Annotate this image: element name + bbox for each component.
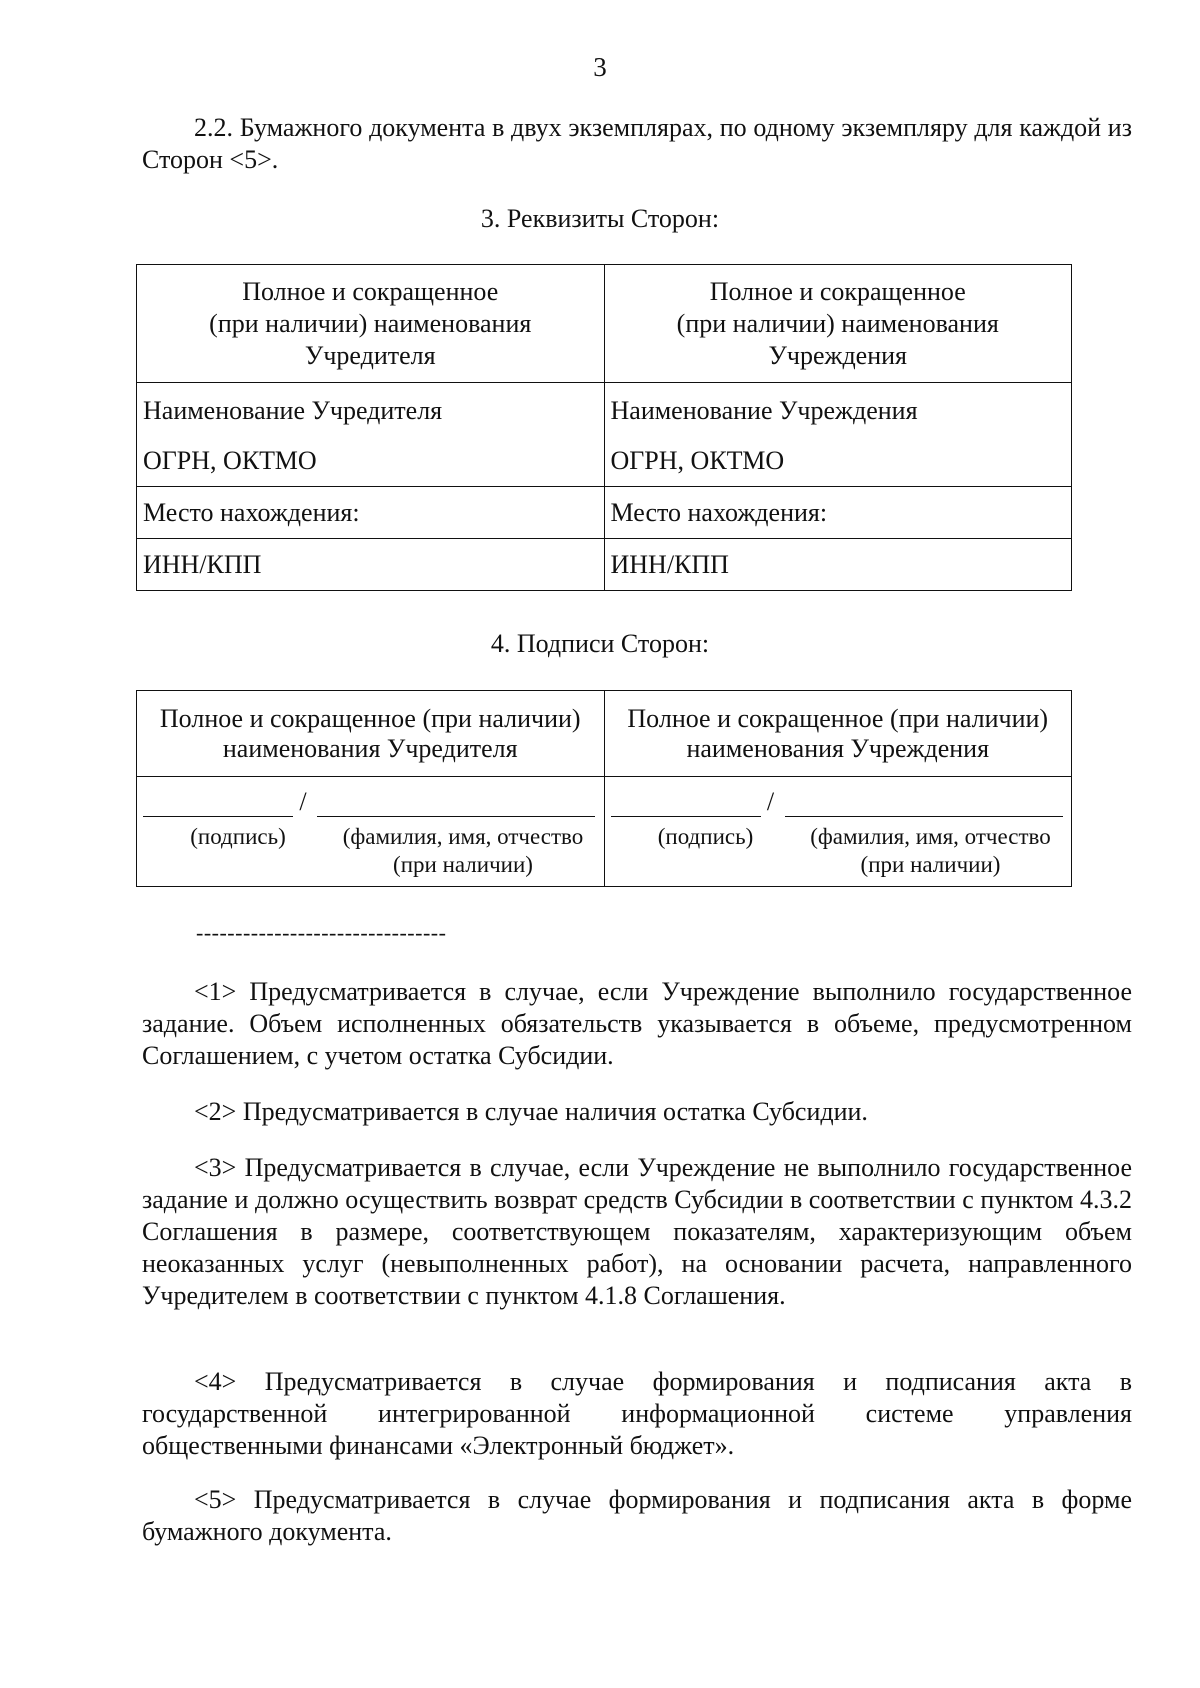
institution-name-ogrn-cell (604, 383, 1072, 487)
page-number: 3 (593, 52, 607, 82)
institution-name: Наименование Учреждения (610, 396, 918, 425)
footnote-4: <4> Предусматривается в случае формирования и подписания акта в государственной интегрированной информационной системе управления общественными финансами «Электронный бюджет». (142, 1367, 1132, 1460)
footnote-2: <2> Предусматривается в случае наличия остатка Субсидии. (194, 1097, 868, 1126)
founder-ogrn: ОГРН, ОКТМО (143, 446, 317, 475)
signatures-table (136, 690, 1072, 887)
institution-location: Место нахождения: (604, 487, 1072, 539)
section-4-heading: 4. Подписи Сторон: (490, 629, 710, 658)
founder-inn-kpp: ИНН/КПП (137, 539, 605, 591)
paragraph-2-2: 2.2. Бумажного документа в двух экземплярах, по одному экземпляру для каждой из Сторон <5>. (142, 113, 1132, 174)
institution-fio-line[interactable] (785, 790, 1063, 817)
footnote-3: <3> Предусматривается в случае, если Учреждение не выполнило государственное задание и должно осуществить возврат средств Субсидии в соответствии с пунктом 4.3.2 Соглашения в размере, соответствующем показателям, характеризующим объем неоказанных услуг (невыполненных работ), на основании расчета, направленного Учредителем в соответствии с пунктом 4.1.8 Соглашения. (142, 1153, 1132, 1310)
footnote-1: <1> Предусматривается в случае, если Учреждение выполнило государственное задание. Объем исполненных обязательств указывается в объеме, предусмотренном Соглашением, с учетом остатка Субсидии. (142, 977, 1132, 1070)
founder-name-ogrn-cell (137, 383, 605, 487)
institution-ogrn: ОГРН, ОКТМО (610, 446, 785, 475)
signatures-header-founder: Полное и сокращенное (при наличии) наименования Учредителя (137, 691, 605, 777)
institution-signature-caption: (подпись) (657, 824, 754, 849)
founder-signature-caption: (подпись) (190, 824, 286, 849)
founder-location: Место нахождения: (137, 487, 605, 539)
requisites-table (136, 264, 1072, 591)
institution-fio-caption: (фамилия, имя, отчество (при наличии) (810, 824, 1051, 877)
founder-fio-line[interactable] (317, 790, 595, 817)
requisites-header-institution: Полное и сокращенное (при наличии) наименования Учреждения (604, 265, 1072, 383)
founder-name: Наименование Учредителя (143, 396, 443, 425)
founder-fio-caption: (фамилия, имя, отчество (при наличии) (342, 824, 584, 877)
institution-signature-cell: / (подпись) (фамилия, имя, отчество (при наличии) (604, 777, 1072, 887)
institution-inn-kpp: ИНН/КПП (604, 539, 1072, 591)
founder-signature-line[interactable] (143, 790, 293, 817)
section-3-heading: 3. Реквизиты Сторон: (480, 204, 720, 233)
signatures-header-institution: Полное и сокращенное (при наличии) наименования Учреждения (604, 691, 1072, 777)
institution-signature-line[interactable] (611, 790, 761, 817)
footnote-separator: -------------------------------- (196, 920, 447, 945)
founder-signature-cell: / (подпись) (фамилия, имя, отчество (при наличии) (137, 777, 605, 887)
footnote-5: <5> Предусматривается в случае формирования и подписания акта в форме бумажного документа. (142, 1485, 1132, 1546)
requisites-header-founder: Полное и сокращенное (при наличии) наименования Учредителя (137, 265, 605, 383)
